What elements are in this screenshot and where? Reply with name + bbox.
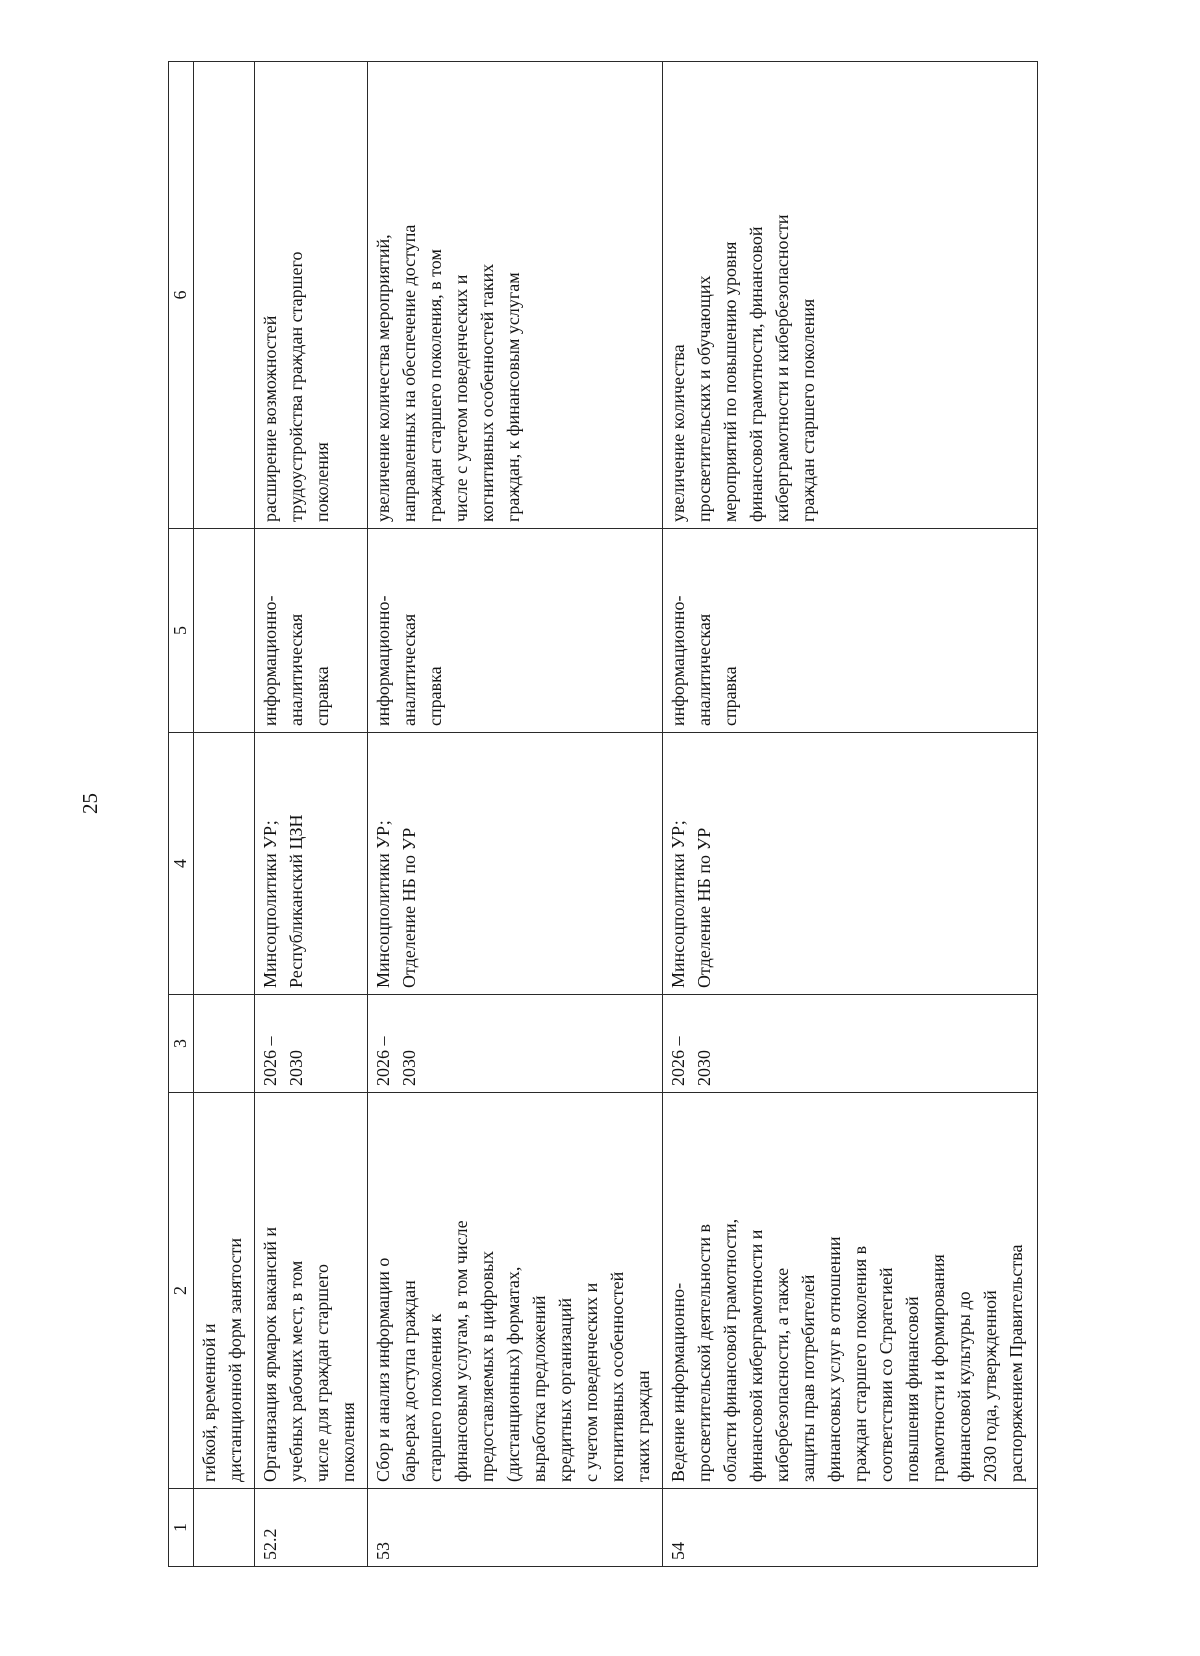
- cell-num: 53: [368, 1489, 663, 1567]
- cell-result: увеличение количества просветительских и обучающих мероприятий по повышению уровня финансовой грамотности, финансовой киберграмотности и кибербезопасности граждан старшего поколения: [663, 62, 1038, 529]
- cell-result: увеличение количества мероприятий, направленных на обеспечение доступа граждан старшего поколения, в том числе с учетом поведенческих и когнитивных особенностей таких граждан, к финансовым услугам: [368, 62, 663, 529]
- cell-executor: Минсоцполитики УР; Отделение НБ по УР: [663, 733, 1038, 995]
- cell-result: расширение возможностей трудоустройства граждан старшего поколения: [255, 62, 368, 529]
- cell-executor: [194, 733, 255, 995]
- cell-document: [194, 529, 255, 733]
- cell-num: 54: [663, 1489, 1038, 1567]
- cell-activity: гибкой, временной и дистанционной форм занятости: [194, 1093, 255, 1489]
- cell-activity: Ведение информационно- просветительской деятельности в области финансовой грамотности, финансовой киберграмотности и кибербезопасности, а также защиты прав потребителей финансовых услуг в отношении граждан старшего поколения в соответствии со Стратегией повышения финансовой грамотности и формирования финансовой культуры до 2030 года, утвержденной распоряжением Правительства: [663, 1093, 1038, 1489]
- cell-period: 2026 – 2030: [663, 995, 1038, 1093]
- cell-activity: Организация ярмарок вакансий и учебных рабочих мест, в том числе для граждан старшего поколения: [255, 1093, 368, 1489]
- cell-result: [194, 62, 255, 529]
- cell-period: 2026 – 2030: [368, 995, 663, 1093]
- header-col-4: 4: [169, 733, 194, 995]
- cell-activity: Сбор и анализ информации о барьерах доступа граждан старшего поколения к финансовым услугам, в том числе предоставляемых в цифровых (дистанционных) форматах, выработка предложений кредитных организаций с учетом поведенческих и когнитивных особенностей таких граждан: [368, 1093, 663, 1489]
- cell-executor: Минсоцполитики УР; Отделение НБ по УР: [368, 733, 663, 995]
- header-col-5: 5: [169, 529, 194, 733]
- rotated-table-container: [168, 62, 1138, 1567]
- header-col-1: 1: [169, 1489, 194, 1567]
- cell-period: [194, 995, 255, 1093]
- cell-document: информационно- аналитическая справка: [255, 529, 368, 733]
- cell-executor: Минсоцполитики УР; Республиканский ЦЗН: [255, 733, 368, 995]
- header-col-6: 6: [169, 62, 194, 529]
- table-row: [368, 62, 663, 1567]
- header-row: [169, 62, 194, 1567]
- cell-document: информационно- аналитическая справка: [663, 529, 1038, 733]
- cell-num: [194, 1489, 255, 1567]
- table-row: [663, 62, 1038, 1567]
- cell-num: 52.2: [255, 1489, 368, 1567]
- page-number: 25: [78, 793, 102, 814]
- plan-table: [168, 61, 1038, 1567]
- header-col-2: 2: [169, 1093, 194, 1489]
- table-row: [255, 62, 368, 1567]
- table-row: [194, 62, 255, 1567]
- header-col-3: 3: [169, 995, 194, 1093]
- cell-document: информационно- аналитическая справка: [368, 529, 663, 733]
- cell-period: 2026 – 2030: [255, 995, 368, 1093]
